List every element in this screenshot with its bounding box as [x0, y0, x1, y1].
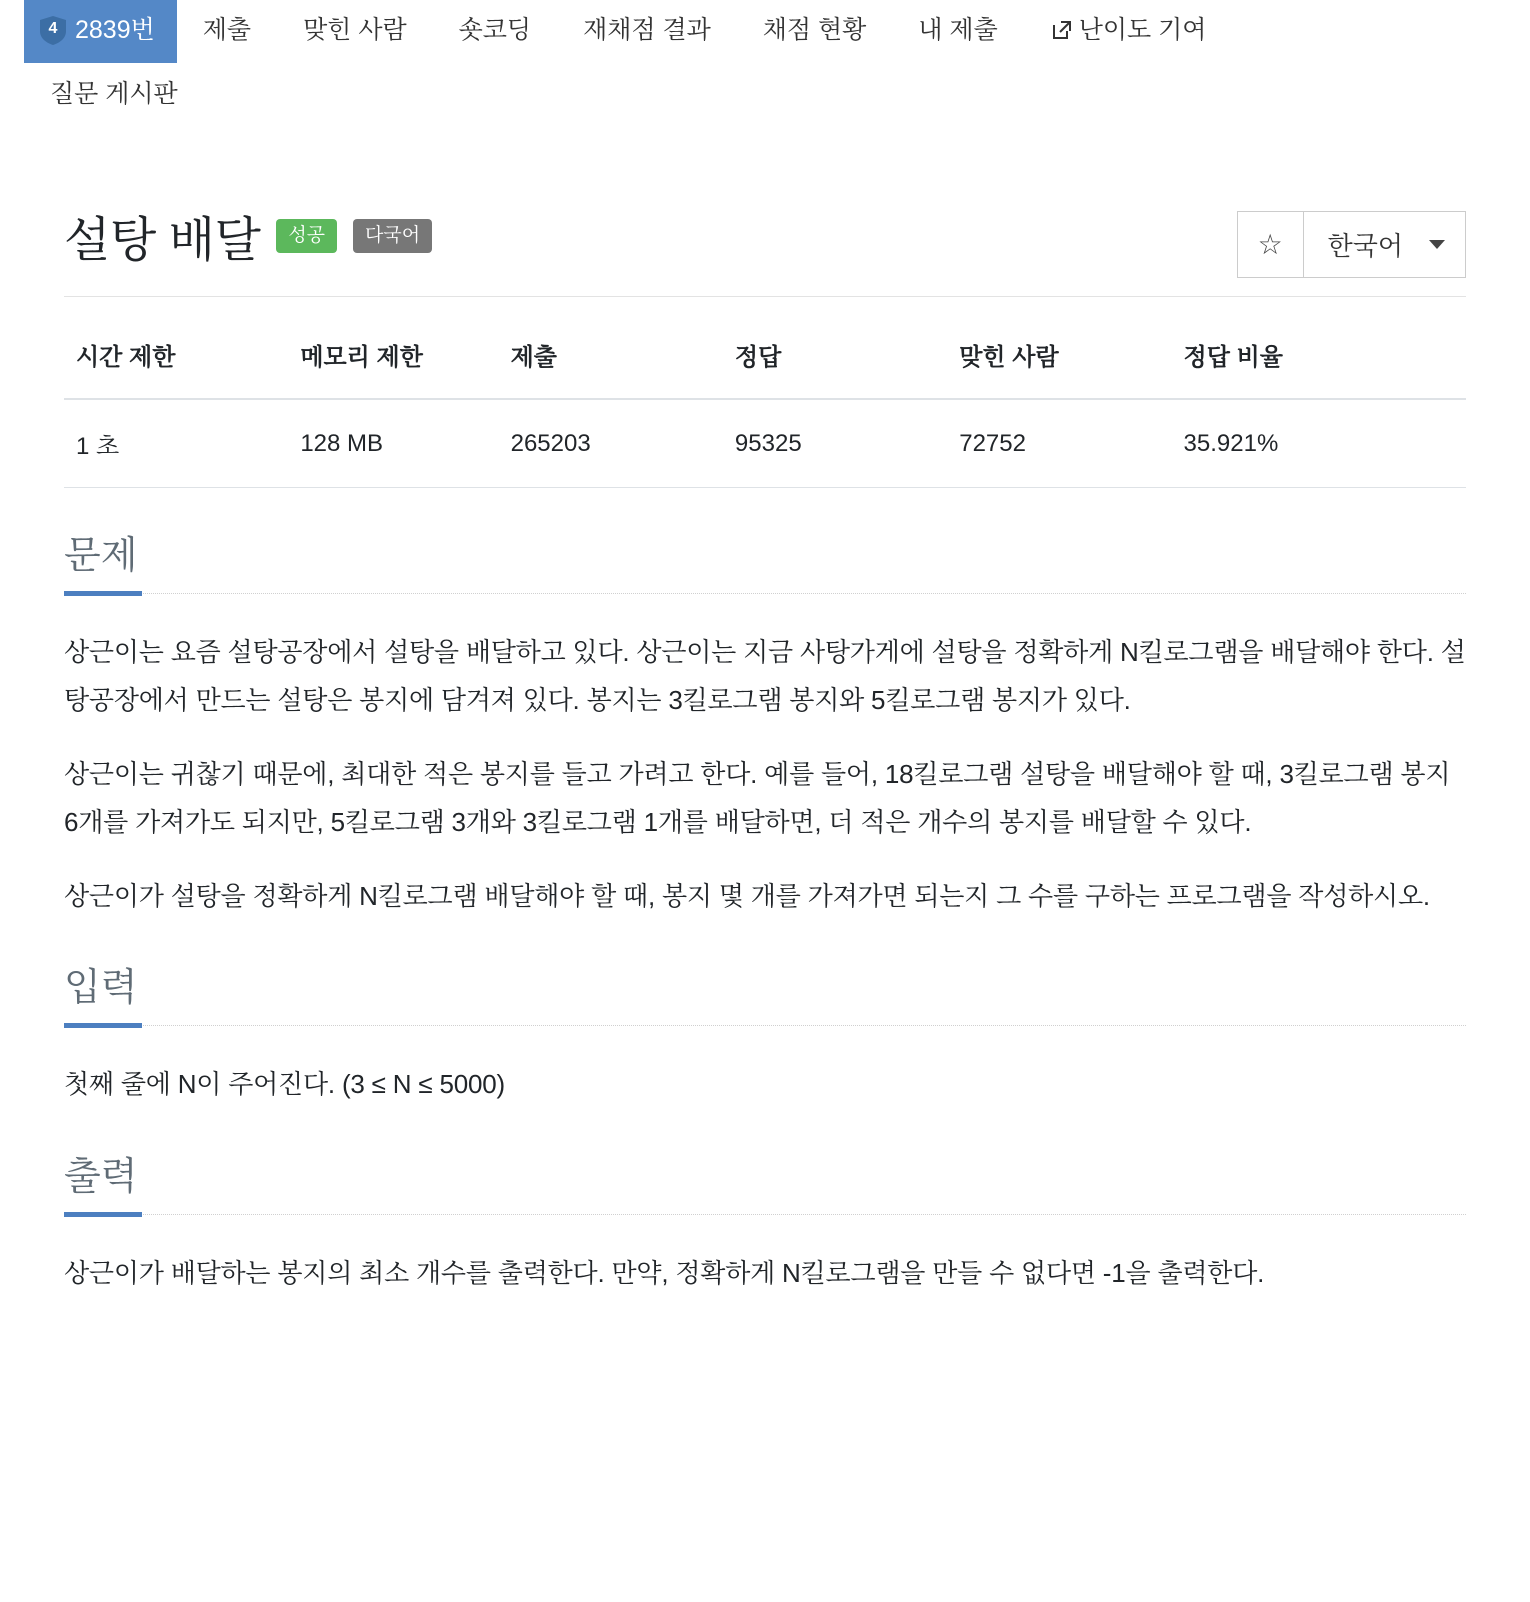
section-title-output: 출력: [64, 1145, 1466, 1215]
nav-item-question-board[interactable]: [24, 64, 204, 125]
cell-time-limit: 1 초: [64, 399, 288, 488]
problem-paragraph-1: 상근이는 요즘 설탕공장에서 설탕을 배달하고 있다. 상근이는 지금 사탕가게에 설탕을 정확하게 N킬로그램을 배달해야 한다. 설탕공장에서 만드는 설탕은 봉지에 담겨져 있다. 봉지는 3킬로그램 봉지와 5킬로그램 봉지가 있다.: [64, 637, 1466, 716]
col-accept-rate: 정답 비율: [1172, 327, 1466, 399]
title-block: [64, 201, 432, 270]
nav-item-rejudge[interactable]: [557, 0, 737, 61]
problem-info-table: [64, 327, 1466, 488]
nav-item-difficulty-contrib[interactable]: [1024, 0, 1233, 64]
nav-link-question-board[interactable]: 질문 게시판: [50, 80, 178, 108]
cell-accepted: 95325: [723, 399, 947, 488]
page-header: [64, 201, 1466, 297]
chevron-down-icon: [1429, 240, 1445, 249]
section-body-problem: [64, 628, 1466, 920]
problem-container: [40, 201, 1490, 1297]
output-paragraph-1: 상근이가 배달하는 봉지의 최소 개수를 출력한다. 만약, 정확하게 N킬로그램을 만들 수 없다면 -1을 출력한다.: [64, 1257, 1265, 1288]
cell-solvers: 72752: [947, 399, 1171, 488]
section-problem: [64, 524, 1466, 920]
nav-item-solvers[interactable]: [277, 0, 433, 61]
problem-paragraph-2: 상근이는 귀찮기 때문에, 최대한 적은 봉지를 들고 가려고 한다. 예를 들어, 18킬로그램 설탕을 배달해야 할 때, 3킬로그램 봉지 6개를 가져가도 되지만, 5킬로그램 3개와 3킬로그램 1개를 배달하면, 더 적은 개수의 봉지를 배달할 수 있다.: [64, 759, 1451, 838]
nav-list: [0, 0, 1530, 125]
section-input: [64, 956, 1466, 1108]
language-select-value: 한국어: [1327, 231, 1403, 261]
problem-tier: 4: [48, 20, 58, 37]
page-title: 설탕 배달: [64, 214, 261, 267]
status-badge-success: 성공: [276, 219, 337, 253]
input-paragraph-1: 첫째 줄에 N이 주어진다. (3 ≤ N ≤ 5000): [64, 1069, 505, 1100]
nav-item-shortcoding[interactable]: [433, 0, 557, 61]
nav-link-judge-status[interactable]: 채점 현황: [762, 16, 867, 44]
col-solvers: 맞힌 사람: [947, 327, 1171, 399]
nav-link-shortcoding[interactable]: 숏코딩: [458, 16, 532, 44]
nav-link-solvers[interactable]: 맞힌 사람: [303, 16, 407, 44]
col-accepted: 정답: [723, 327, 947, 399]
col-memory-limit: 메모리 제한: [288, 327, 498, 399]
table-row: [64, 399, 1466, 488]
section-body-input: [64, 1060, 1466, 1108]
nav-problem-badge[interactable]: [24, 0, 177, 63]
header-actions: [1237, 211, 1466, 278]
cell-submissions: 265203: [499, 399, 723, 488]
nav-link-submit[interactable]: 제출: [202, 16, 252, 44]
nav-link-difficulty-contrib-label: 난이도 기여: [1078, 16, 1207, 44]
cell-accept-rate: 35.921%: [1172, 399, 1466, 488]
col-submissions: 제출: [499, 327, 723, 399]
problem-paragraph-3: 상근이가 설탕을 정확하게 N킬로그램 배달해야 할 때, 봉지 몇 개를 가져가면 되는지 그 수를 구하는 프로그램을 작성하시오.: [64, 881, 1430, 912]
nav-link-my-submissions[interactable]: 내 제출: [918, 16, 998, 44]
nav-problem-number: 2839번: [75, 16, 155, 44]
external-link-icon: [1050, 19, 1072, 46]
section-output: [64, 1145, 1466, 1297]
cell-memory-limit: 128 MB: [288, 399, 498, 488]
col-time-limit: 시간 제한: [64, 327, 288, 399]
nav-link-difficulty-contrib[interactable]: [1024, 0, 1233, 64]
star-icon: ☆: [1257, 229, 1283, 260]
nav-item-judge-status[interactable]: [737, 0, 893, 61]
language-select[interactable]: [1303, 211, 1466, 278]
nav-item-my-submissions[interactable]: [892, 0, 1023, 61]
table-header-row: [64, 327, 1466, 399]
section-body-output: [64, 1249, 1466, 1297]
nav-link-rejudge[interactable]: 재채점 결과: [583, 16, 711, 44]
shield-icon: [40, 16, 66, 45]
favorite-star-button[interactable]: [1237, 211, 1303, 278]
section-title-problem: 문제: [64, 524, 1466, 594]
nav-item-submit[interactable]: [177, 0, 277, 61]
section-title-input: 입력: [64, 956, 1466, 1026]
problem-nav: [0, 0, 1530, 125]
status-badge-multilang: 다국어: [353, 219, 432, 253]
